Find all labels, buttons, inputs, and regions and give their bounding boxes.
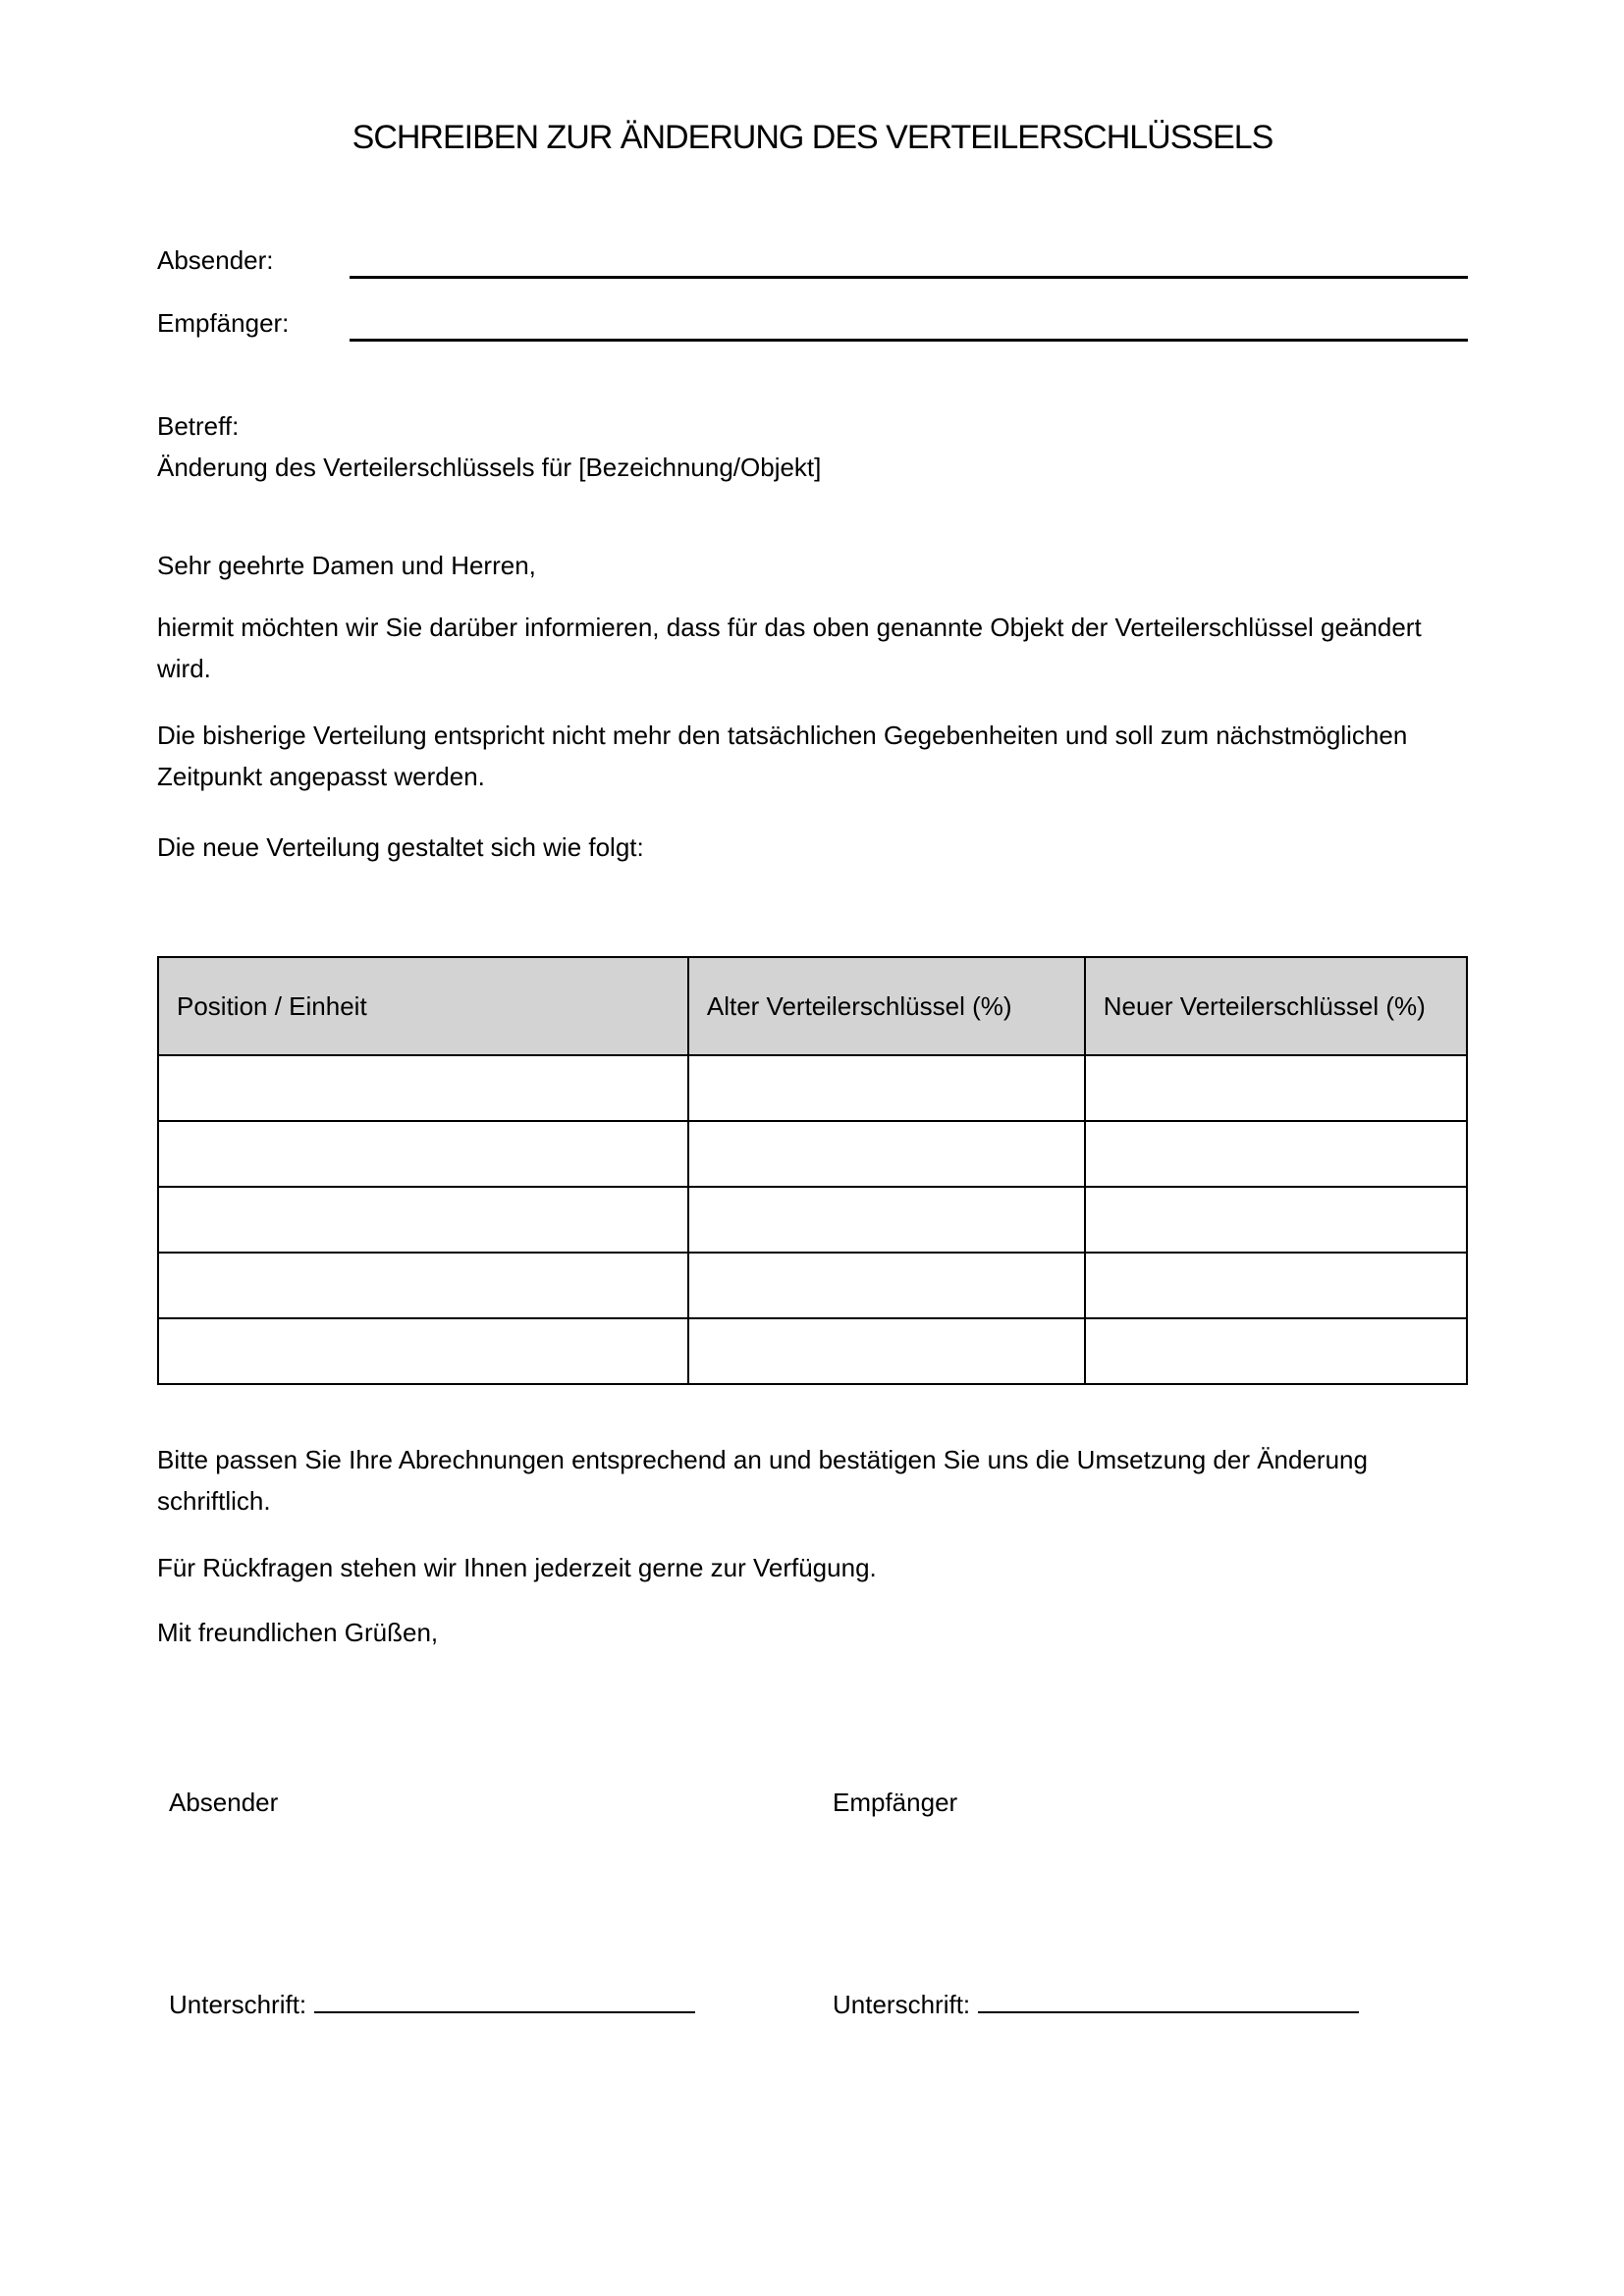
closing: Mit freundlichen Grüßen,	[157, 1617, 439, 1647]
header-alter-verteilerschluessel: Alter Verteilerschlüssel (%)	[688, 957, 1085, 1055]
table-row	[158, 1253, 1467, 1318]
signature-names-row	[157, 1786, 1468, 1819]
table-cell	[688, 1318, 1085, 1384]
recipient-field-row	[157, 304, 1468, 342]
table-header-row	[158, 957, 1467, 1055]
table-cell	[158, 1187, 688, 1253]
table-cell	[158, 1253, 688, 1318]
signature-label-sender: Unterschrift:	[169, 1989, 307, 2019]
table-cell	[1085, 1318, 1467, 1384]
table-row	[158, 1318, 1467, 1384]
table-row	[158, 1187, 1467, 1253]
table-cell	[1085, 1187, 1467, 1253]
table-cell	[688, 1121, 1085, 1187]
table-cell	[1085, 1121, 1467, 1187]
table-row	[158, 1121, 1467, 1187]
recipient-fill-line	[350, 306, 1468, 342]
table-cell	[158, 1055, 688, 1121]
sender-field-row	[157, 241, 1468, 279]
paragraph-request: Bitte passen Sie Ihre Abrechnungen entsprechend an und bestätigen Sie uns die Umsetzung der Änderung schriftlich.	[157, 1444, 1368, 1516]
signature-line-recipient	[978, 1988, 1359, 2013]
table-cell	[688, 1187, 1085, 1253]
address-fields	[157, 241, 1468, 342]
sender-fill-line	[350, 243, 1468, 279]
signature-name-recipient: Empfänger	[833, 1787, 958, 1817]
table-cell	[1085, 1253, 1467, 1318]
paragraph-info: hiermit möchten wir Sie darüber informieren, dass für das oben genannte Objekt der Verteilerschlüssel geändert wird.	[157, 612, 1422, 683]
table-cell	[158, 1318, 688, 1384]
header-position-einheit: Position / Einheit	[158, 957, 688, 1055]
table-cell	[688, 1253, 1085, 1318]
table-cell	[688, 1055, 1085, 1121]
signature-label-recipient: Unterschrift:	[833, 1989, 971, 2019]
sender-field-label: Absender:	[157, 244, 274, 275]
recipient-field-label: Empfänger:	[157, 307, 290, 338]
document-title: SCHREIBEN ZUR ÄNDERUNG DES VERTEILERSCHLÜSSELS	[352, 119, 1273, 156]
subject-block	[157, 405, 1468, 488]
distribution-key-table	[157, 956, 1468, 1385]
signature-line-sender	[314, 1988, 695, 2013]
subject-label: Betreff:	[157, 410, 240, 441]
paragraph-table-intro: Die neue Verteilung gestaltet sich wie folgt:	[157, 831, 644, 862]
table-row	[158, 1055, 1467, 1121]
table-cell	[158, 1121, 688, 1187]
paragraph-contact: Für Rückfragen stehen wir Ihnen jederzeit gerne zur Verfügung.	[157, 1552, 877, 1582]
signature-name-sender: Absender	[169, 1787, 279, 1817]
header-neuer-verteilerschluessel: Neuer Verteilerschlüssel (%)	[1085, 957, 1467, 1055]
salutation: Sehr geehrte Damen und Herren,	[157, 550, 536, 580]
subject-value: Änderung des Verteilerschlüssels für [Bezeichnung/Objekt]	[157, 452, 822, 482]
table-cell	[1085, 1055, 1467, 1121]
paragraph-reason: Die bisherige Verteilung entspricht nicht mehr den tatsächlichen Gegebenheiten und soll zum nächstmöglichen Zeitpunkt angepasst werden.	[157, 720, 1408, 791]
signature-lines-row	[157, 1988, 1468, 2021]
